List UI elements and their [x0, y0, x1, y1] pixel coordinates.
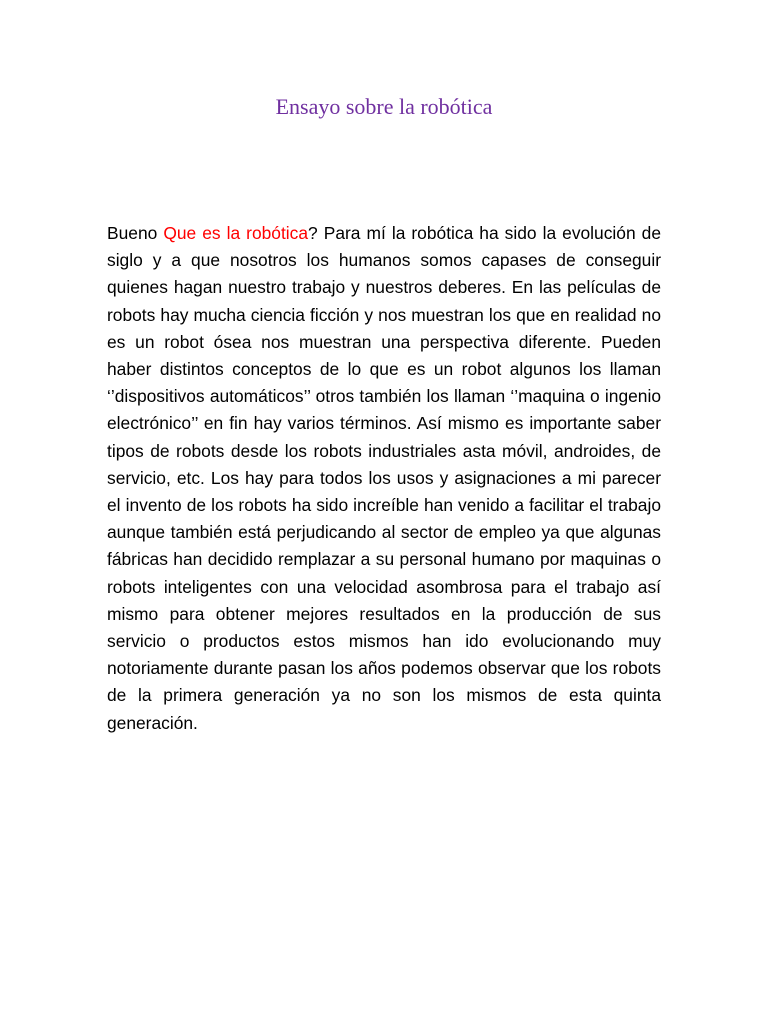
document-title: Ensayo sobre la robótica [275, 94, 493, 119]
paragraph-highlight: Que es la robótica [163, 223, 309, 243]
paragraph-rest: ? Para mí la robótica ha sido la evolución de siglo y a que nosotros los humanos somos capases de conseguir quienes hagan nuestro trabajo y nuestros deberes. En las películas de robots hay mucha ciencia ficción y nos muestran los que en realidad no es un robot ósea nos muestran una perspectiva diferente. Pueden haber distintos conceptos de lo que es un robot algunos los llaman ‘’dispositivos automáticos’’ otros también los llaman ‘’maquina o ingenio electrónico’’ en fin hay varios términos. Así mismo es importante saber tipos de robots desde los robots industriales asta móvil, androides, de servicio, etc. Los hay para todos los usos y asignaciones a mi parecer el invento de los robots ha sido increíble han venido a facilitar el trabajo aunque también está perjudicando al sector de empleo ya que algunas fábricas han decidido remplazar a su personal humano por maquinas o robots inteligentes con una velocidad asombrosa para el trabajo así mismo para obtener mejores resultados en la producción de sus servicio o productos estos mismos han ido evolucionando muy notoriamente durante pasan los años podemos observar que los robots de la primera generación ya no son los mismos de esta quinta generación. [107, 223, 661, 733]
body-paragraph [107, 220, 661, 737]
paragraph-lead: Bueno [107, 223, 164, 243]
